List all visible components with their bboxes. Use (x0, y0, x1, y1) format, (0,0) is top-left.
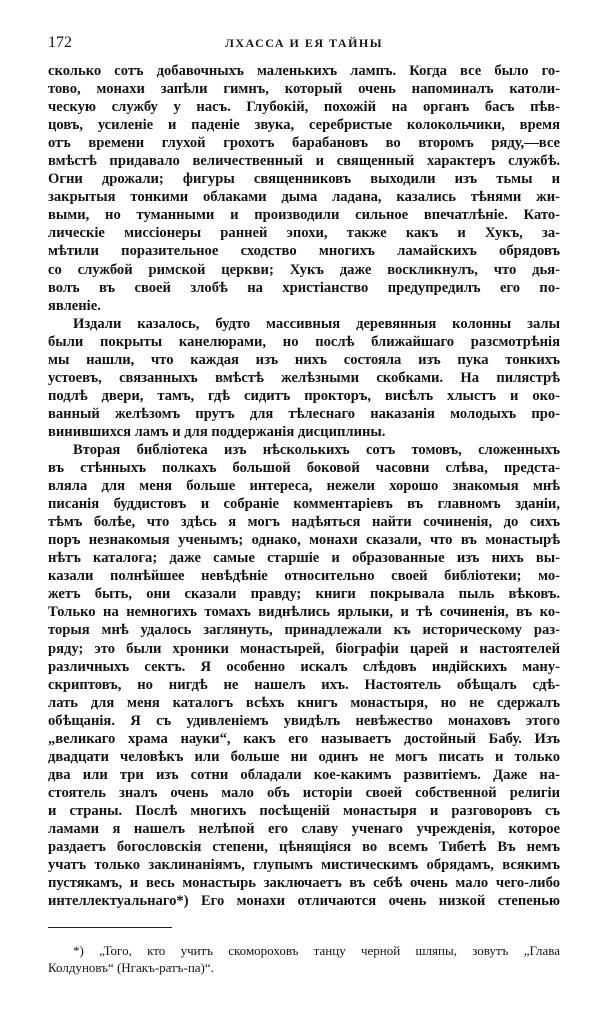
text-line: устоевъ, связанныхъ вмѣстѣ желѣзными скобками. На пилястрѣ (48, 369, 560, 386)
text-line: мѣтили поразительное сходство многихъ ламайскихъ обрядовъ (48, 243, 560, 260)
text-line: два или три изъ сотни обладали кое-какимъ развитіемъ. Даже на- (48, 766, 560, 783)
footnote (48, 942, 560, 976)
text-line: волъ въ своей злобѣ на христіанство предупредилъ его по- (48, 279, 560, 296)
text-line: „великаго храма науки“, какъ его называетъ достойный Бабу. Изъ (48, 730, 560, 747)
page-number: 172 (48, 34, 72, 51)
text-line: стоятель зналъ очень мало объ исторіи своей собственной религіи (48, 784, 560, 801)
footnote-divider (48, 927, 172, 928)
page-header (48, 34, 560, 56)
text-line: лать для меня каталогъ всѣхъ книгъ монастыря, но не сдержалъ (48, 694, 560, 711)
text-line: были покрыты канелюрами, но послѣ ближайшаго разсмотрѣнія (48, 333, 560, 350)
text-line: лическіе миссіонеры ранней эпохи, также какъ и Хукъ, за- (48, 225, 560, 242)
text-line: двадцати человѣкъ или больше ни одинъ не могъ писать и только (48, 748, 560, 765)
text-line: интеллектуальнаго*) Его монахи отличаются очень низкой степенью (48, 893, 560, 910)
text-line: подлѣ двери, тамъ, гдѣ сидитъ прокторъ, висѣлъ хлыстъ и око- (48, 387, 560, 404)
text-line: ческую службу у насъ. Глубокій, похожій на органъ басъ пѣв- (48, 99, 560, 116)
running-title: ЛХАССА И ЕЯ ТАЙНЫ (224, 36, 384, 50)
text-line: казали полнѣйшее невѣдѣніе относительно своей библіотеки; мо- (48, 568, 560, 585)
text-line: Огни дрожали; фигуры священниковъ выходили изъ тьмы и (48, 171, 560, 188)
text-line: ламами я нашелъ нелѣпой его славу ученаго учрежденія, которое (48, 820, 560, 837)
text-line: закрытыя тонкими облаками дыма ладана, казались тѣнями жи- (48, 189, 560, 206)
text-line: винившихся ламъ и для поддержанія дисциплины. (48, 423, 386, 440)
footnote-line: Колдуновъ“ (Нгакъ-ратъ-па)“. (48, 960, 214, 975)
text-line: раздаетъ богословскія степени, цѣнящіяся во всемъ Тибетѣ Въ немъ (48, 839, 560, 856)
text-line: скриптовъ, но нигдѣ не нашелъ ихъ. Настоятель обѣщалъ сдѣ- (48, 676, 560, 693)
text-line: Вторая библіотека изъ нѣсколькихъ сотъ томовъ, сложенныхъ (73, 441, 560, 458)
text-line: ряду; это были хроники монастырей, біографіи царей и настоятелей (48, 640, 560, 657)
text-line: торыя мнѣ удалось заглянуть, принадлежали къ историческому раз- (48, 622, 560, 639)
paragraph (48, 441, 560, 910)
text-line: отъ времени глухой грохотъ барабановъ во второмъ ряду,—все (48, 135, 560, 152)
text-line: поръ незнакомыя ученымъ; однако, монахи сказали, что въ монастырѣ (48, 532, 560, 549)
text-line: въ стѣнныхъ полкахъ большой боковой часовни слѣва, предста- (48, 460, 560, 477)
text-line: учатъ только заклинаніямъ, глупымъ мистическимъ обрядамъ, всякимъ (48, 857, 560, 874)
text-line: Только на немногихъ томахъ виднѣлись ярлыки, и тѣ сочиненія, въ ко- (48, 604, 560, 621)
text-line: ванный желѣзомъ прутъ для тѣлеснаго наказанія молодыхъ про- (48, 405, 560, 422)
text-line: сколько сотъ добавочныхъ маленькихъ лампъ. Когда все было го- (48, 63, 560, 79)
text-line: и страны. Послѣ многихъ посѣщеній монастыря и разговоровъ съ (48, 802, 560, 819)
text-line: выми, но туманными и производили сильное впечатлѣніе. Като- (48, 207, 560, 224)
text-line: явленіе. (48, 297, 101, 314)
paragraph (48, 62, 560, 315)
text-line: вляла для меня больше интереса, нежели хорошо знакомыя мнѣ (48, 478, 560, 495)
paragraph (48, 315, 560, 441)
text-line: мы нашли, что каждая изъ нихъ состояла изъ пука тонкихъ (48, 351, 560, 368)
text-line: жетъ быть, они сказали правду; книги покрывала пыль вѣковъ. (48, 586, 560, 603)
text-line: цовъ, усиленіе и паденіе звука, серебристые колокольчики, время (48, 117, 560, 134)
text-line: различныхъ сектъ. Я особенно искалъ слѣдовъ индійскихъ ману- (48, 658, 560, 675)
text-line: нѣтъ каталога; даже самые старшіе и образованные изъ нихъ вы- (48, 550, 560, 567)
text-line: писанія буддистовъ и собраніе комментаріевъ въ главномъ зданіи, (48, 496, 560, 513)
footnote-line: *) „Того, кто учитъ скомороховъ танцу черной шляпы, зовутъ „Глава (73, 943, 560, 958)
text-line: пустякамъ, и весь монастырь заключаетъ въ себѣ очень мало чего-либо (48, 875, 560, 892)
text-line: Издали казалось, будто массивныя деревянныя колонны залы (73, 315, 560, 332)
text-line: вмѣстѣ придавало величественный и священный характеръ службѣ. (48, 153, 560, 170)
text-line: тово, монахи запѣли гимнъ, который очень напоминалъ католи- (48, 81, 560, 98)
text-line: тѣмъ болѣе, что здѣсь я могъ надѣяться найти сочиненія, до сихъ (48, 514, 560, 531)
text-line: со службой римской церкви; Хукъ даже воскликнулъ, что дья- (48, 261, 560, 278)
text-line: обѣщанія. Я съ удивленіемъ увидѣлъ невѣжество монаховъ этого (48, 712, 560, 729)
body-text (48, 62, 560, 910)
